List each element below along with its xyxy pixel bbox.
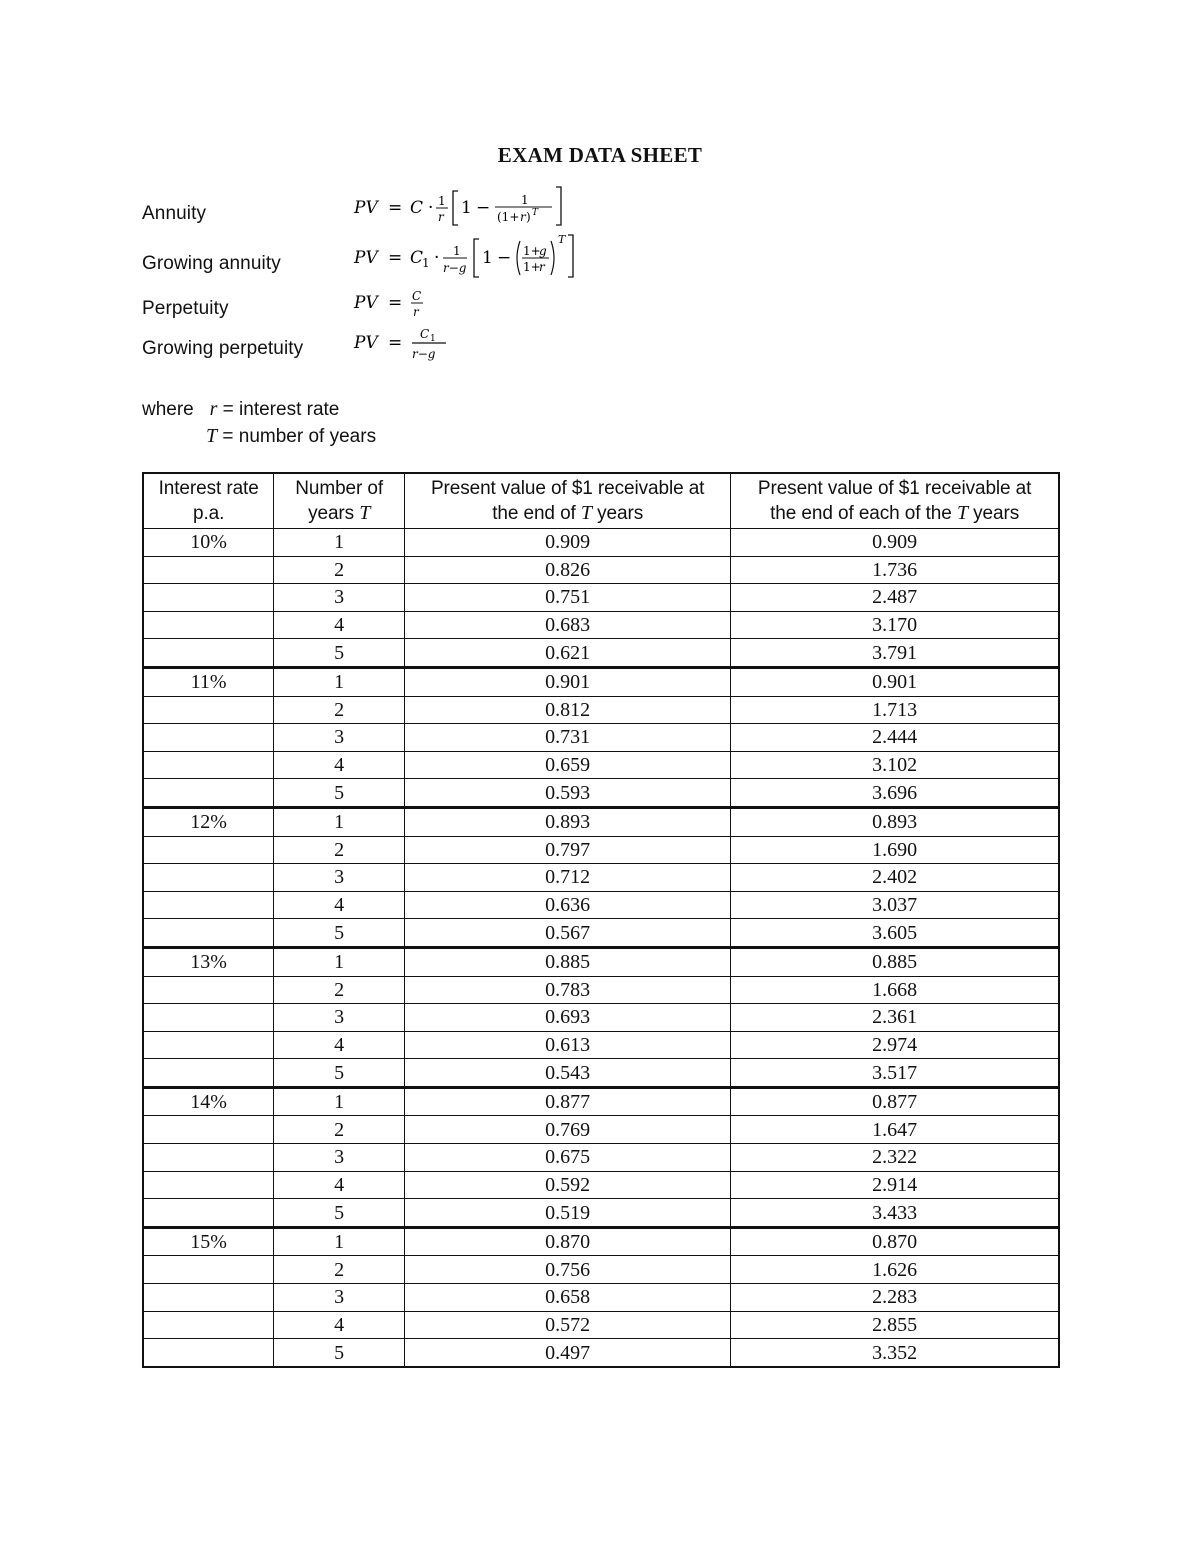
- rate-cell-empty: [143, 1144, 274, 1172]
- table-row: [143, 556, 1059, 584]
- table-row: [143, 1339, 1059, 1367]
- pva-cell: 2.855: [731, 1311, 1059, 1339]
- pva-cell: 0.909: [731, 529, 1059, 557]
- years-cell: 1: [274, 1227, 405, 1256]
- t-definition: = number of years: [222, 426, 377, 447]
- rate-cell-empty: [143, 696, 274, 724]
- years-cell: 1: [274, 947, 405, 976]
- table-row: [143, 1171, 1059, 1199]
- table-row: [143, 529, 1059, 557]
- years-cell: 4: [274, 611, 405, 639]
- svg-text:r: r: [520, 210, 526, 224]
- svg-text:C: C: [420, 327, 430, 341]
- table-row: [143, 724, 1059, 752]
- pv-cell: 0.621: [405, 639, 731, 668]
- table-row: [143, 639, 1059, 668]
- table-row: [143, 584, 1059, 612]
- table-row: [143, 836, 1059, 864]
- svg-text:=: =: [388, 198, 403, 218]
- table-row: [143, 1227, 1059, 1256]
- rate-cell: 15%: [143, 1227, 274, 1256]
- formula-row-growing-perpetuity: [142, 327, 1042, 378]
- pva-cell: 3.352: [731, 1339, 1059, 1367]
- svg-text:1: 1: [438, 194, 446, 208]
- table-row: [143, 1199, 1059, 1228]
- pva-cell: 1.647: [731, 1116, 1059, 1144]
- pv-cell: 0.636: [405, 891, 731, 919]
- svg-text:1: 1: [422, 256, 430, 270]
- years-cell: 2: [274, 556, 405, 584]
- table-row: [143, 1256, 1059, 1284]
- pv-cell: 0.658: [405, 1284, 731, 1312]
- pv-cell: 0.683: [405, 611, 731, 639]
- table-row: [143, 696, 1059, 724]
- years-cell: 5: [274, 639, 405, 668]
- pva-cell: 1.736: [731, 556, 1059, 584]
- years-cell: 4: [274, 1311, 405, 1339]
- years-cell: 3: [274, 584, 405, 612]
- years-cell: 2: [274, 976, 405, 1004]
- formula-label-growing-annuity: Growing annuity: [142, 253, 281, 274]
- pva-cell: 2.444: [731, 724, 1059, 752]
- pv-cell: 0.893: [405, 807, 731, 836]
- years-cell: 2: [274, 836, 405, 864]
- rate-cell-empty: [143, 584, 274, 612]
- years-cell: 1: [274, 1087, 405, 1116]
- page-title: EXAM DATA SHEET: [497, 143, 703, 167]
- rate-cell: 10%: [143, 529, 274, 557]
- pv-cell: 0.593: [405, 779, 731, 808]
- rate-cell-empty: [143, 556, 274, 584]
- years-cell: 4: [274, 1031, 405, 1059]
- svg-text:1: 1: [521, 193, 529, 207]
- present-value-table: [142, 472, 1060, 1368]
- pva-cell: 3.791: [731, 639, 1059, 668]
- pva-cell: 0.870: [731, 1227, 1059, 1256]
- pva-cell: 2.487: [731, 584, 1059, 612]
- t-symbol: T: [206, 425, 218, 447]
- rate-cell-empty: [143, 919, 274, 948]
- header-number-of-years: Number of years T: [274, 473, 405, 529]
- svg-text:1: 1: [482, 248, 493, 268]
- rate-cell-empty: [143, 639, 274, 668]
- rate-cell-empty: [143, 891, 274, 919]
- svg-text:T: T: [558, 233, 566, 246]
- years-cell: 5: [274, 1059, 405, 1088]
- pva-cell: 2.974: [731, 1031, 1059, 1059]
- svg-text:·: ·: [434, 248, 440, 268]
- header-pv-lump-sum: Present value of $1 receivable at the end of T years: [405, 473, 731, 529]
- pva-cell: 0.901: [731, 667, 1059, 696]
- pva-cell: 2.914: [731, 1171, 1059, 1199]
- growing-perpetuity-formula: [354, 328, 494, 374]
- pva-cell: 3.696: [731, 779, 1059, 808]
- years-cell: 2: [274, 696, 405, 724]
- years-cell: 3: [274, 1284, 405, 1312]
- svg-text:r−g: r−g: [412, 347, 436, 361]
- pv-cell: 0.572: [405, 1311, 731, 1339]
- years-cell: 1: [274, 667, 405, 696]
- pv-cell: 0.812: [405, 696, 731, 724]
- pv-cell: 0.783: [405, 976, 731, 1004]
- svg-text:(1+: (1+: [497, 210, 520, 224]
- table-row: [143, 947, 1059, 976]
- pva-cell: 3.170: [731, 611, 1059, 639]
- pv-cell: 0.877: [405, 1087, 731, 1116]
- pva-cell: 0.877: [731, 1087, 1059, 1116]
- table-row: [143, 779, 1059, 808]
- table-row: [143, 1284, 1059, 1312]
- rate-cell-empty: [143, 1199, 274, 1228]
- where-word: where: [142, 399, 194, 420]
- table-row: [143, 891, 1059, 919]
- svg-text:PV: PV: [354, 198, 378, 218]
- years-cell: 3: [274, 1144, 405, 1172]
- years-cell: 4: [274, 1171, 405, 1199]
- table-header-row: [143, 473, 1059, 529]
- formula-row-perpetuity: [142, 289, 1042, 338]
- r-definition: = interest rate: [222, 399, 340, 420]
- table-row: [143, 667, 1059, 696]
- table-row: [143, 751, 1059, 779]
- pv-cell: 0.712: [405, 864, 731, 892]
- svg-text:r−g: r−g: [443, 261, 467, 275]
- rate-cell-empty: [143, 1284, 274, 1312]
- svg-text:1+: 1+: [523, 260, 541, 274]
- svg-text:=: =: [388, 248, 403, 268]
- svg-text:r: r: [413, 305, 419, 319]
- formula-label-growing-perpetuity: Growing perpetuity: [142, 338, 304, 359]
- table-row: [143, 976, 1059, 1004]
- svg-text:PV: PV: [354, 293, 378, 313]
- pv-cell: 0.797: [405, 836, 731, 864]
- rate-cell: 11%: [143, 667, 274, 696]
- table-row: [143, 864, 1059, 892]
- svg-text:1+: 1+: [523, 244, 541, 258]
- rate-cell-empty: [143, 1311, 274, 1339]
- rate-cell: 13%: [143, 947, 274, 976]
- svg-text:−: −: [497, 248, 512, 268]
- years-cell: 2: [274, 1116, 405, 1144]
- rate-cell-empty: [143, 751, 274, 779]
- rate-cell-empty: [143, 611, 274, 639]
- rate-cell-empty: [143, 1004, 274, 1032]
- formula-label-perpetuity: Perpetuity: [142, 298, 229, 319]
- pva-cell: 3.433: [731, 1199, 1059, 1228]
- table-row: [143, 1087, 1059, 1116]
- rate-cell-empty: [143, 779, 274, 808]
- formula-row-annuity: [142, 193, 1042, 243]
- svg-text:): ): [526, 210, 531, 224]
- pv-cell: 0.592: [405, 1171, 731, 1199]
- svg-text:r: r: [539, 260, 545, 274]
- years-cell: 3: [274, 724, 405, 752]
- rate-cell-empty: [143, 976, 274, 1004]
- pva-cell: 0.885: [731, 947, 1059, 976]
- table-row: [143, 1144, 1059, 1172]
- pva-cell: 1.690: [731, 836, 1059, 864]
- table-row: [143, 611, 1059, 639]
- table-row: [143, 1116, 1059, 1144]
- svg-text:PV: PV: [354, 333, 378, 353]
- pv-cell: 0.659: [405, 751, 731, 779]
- growing-annuity-formula: [354, 233, 634, 289]
- pv-cell: 0.769: [405, 1116, 731, 1144]
- rate-cell-empty: [143, 1339, 274, 1367]
- pva-cell: 1.668: [731, 976, 1059, 1004]
- pva-cell: 2.361: [731, 1004, 1059, 1032]
- header-interest-rate: Interest rate p.a.: [143, 473, 274, 529]
- rate-cell-empty: [143, 1031, 274, 1059]
- years-cell: 5: [274, 779, 405, 808]
- pv-cell: 0.756: [405, 1256, 731, 1284]
- annuity-formula: [354, 193, 614, 239]
- years-cell: 4: [274, 891, 405, 919]
- svg-text:1: 1: [430, 334, 436, 344]
- pva-cell: 3.037: [731, 891, 1059, 919]
- svg-text:1: 1: [453, 244, 461, 258]
- pva-cell: 3.102: [731, 751, 1059, 779]
- table-row: [143, 1004, 1059, 1032]
- pv-cell: 0.613: [405, 1031, 731, 1059]
- rate-cell-empty: [143, 864, 274, 892]
- years-cell: 3: [274, 1004, 405, 1032]
- svg-text:1: 1: [461, 198, 472, 218]
- pv-cell: 0.731: [405, 724, 731, 752]
- pva-cell: 1.626: [731, 1256, 1059, 1284]
- pv-cell: 0.497: [405, 1339, 731, 1367]
- svg-text:C: C: [410, 248, 424, 268]
- pva-cell: 0.893: [731, 807, 1059, 836]
- header-pv-annuity: Present value of $1 receivable at the end of each of the T years: [731, 473, 1059, 529]
- svg-text:·: ·: [428, 198, 434, 218]
- years-cell: 1: [274, 807, 405, 836]
- pv-cell: 0.543: [405, 1059, 731, 1088]
- years-cell: 2: [274, 1256, 405, 1284]
- pv-cell: 0.693: [405, 1004, 731, 1032]
- rate-cell: 12%: [143, 807, 274, 836]
- svg-text:C: C: [410, 198, 424, 218]
- svg-text:g: g: [539, 244, 547, 258]
- years-cell: 5: [274, 919, 405, 948]
- rate-cell-empty: [143, 1256, 274, 1284]
- table-row: [143, 1311, 1059, 1339]
- years-cell: 4: [274, 751, 405, 779]
- pv-cell: 0.909: [405, 529, 731, 557]
- table-row: [143, 919, 1059, 948]
- years-cell: 5: [274, 1339, 405, 1367]
- pva-cell: 2.283: [731, 1284, 1059, 1312]
- pv-cell: 0.751: [405, 584, 731, 612]
- definition-r: [142, 398, 339, 421]
- rate-cell-empty: [143, 1171, 274, 1199]
- svg-text:=: =: [388, 293, 403, 313]
- rate-cell: 14%: [143, 1087, 274, 1116]
- pv-cell: 0.870: [405, 1227, 731, 1256]
- rate-cell-empty: [143, 724, 274, 752]
- table-row: [143, 1059, 1059, 1088]
- pv-cell: 0.519: [405, 1199, 731, 1228]
- years-cell: 3: [274, 864, 405, 892]
- table-row: [143, 1031, 1059, 1059]
- rate-cell-empty: [143, 1116, 274, 1144]
- pva-cell: 2.322: [731, 1144, 1059, 1172]
- pva-cell: 2.402: [731, 864, 1059, 892]
- pv-cell: 0.885: [405, 947, 731, 976]
- formula-label-annuity: Annuity: [142, 203, 207, 224]
- r-symbol: r: [209, 398, 218, 420]
- svg-text:PV: PV: [354, 248, 378, 268]
- rate-cell-empty: [143, 836, 274, 864]
- svg-text:=: =: [388, 333, 403, 353]
- svg-text:r: r: [438, 210, 444, 224]
- rate-cell-empty: [143, 1059, 274, 1088]
- svg-text:T: T: [532, 208, 539, 218]
- definition-t: [206, 425, 376, 448]
- svg-text:C: C: [412, 289, 422, 303]
- pva-cell: 3.517: [731, 1059, 1059, 1088]
- pva-cell: 3.605: [731, 919, 1059, 948]
- pv-cell: 0.567: [405, 919, 731, 948]
- table-body: [143, 529, 1059, 1367]
- years-cell: 5: [274, 1199, 405, 1228]
- pv-cell: 0.675: [405, 1144, 731, 1172]
- svg-text:−: −: [476, 198, 491, 218]
- years-cell: 1: [274, 529, 405, 557]
- pv-cell: 0.901: [405, 667, 731, 696]
- pva-cell: 1.713: [731, 696, 1059, 724]
- table-row: [143, 807, 1059, 836]
- formula-row-growing-annuity: [142, 233, 1042, 293]
- pv-cell: 0.826: [405, 556, 731, 584]
